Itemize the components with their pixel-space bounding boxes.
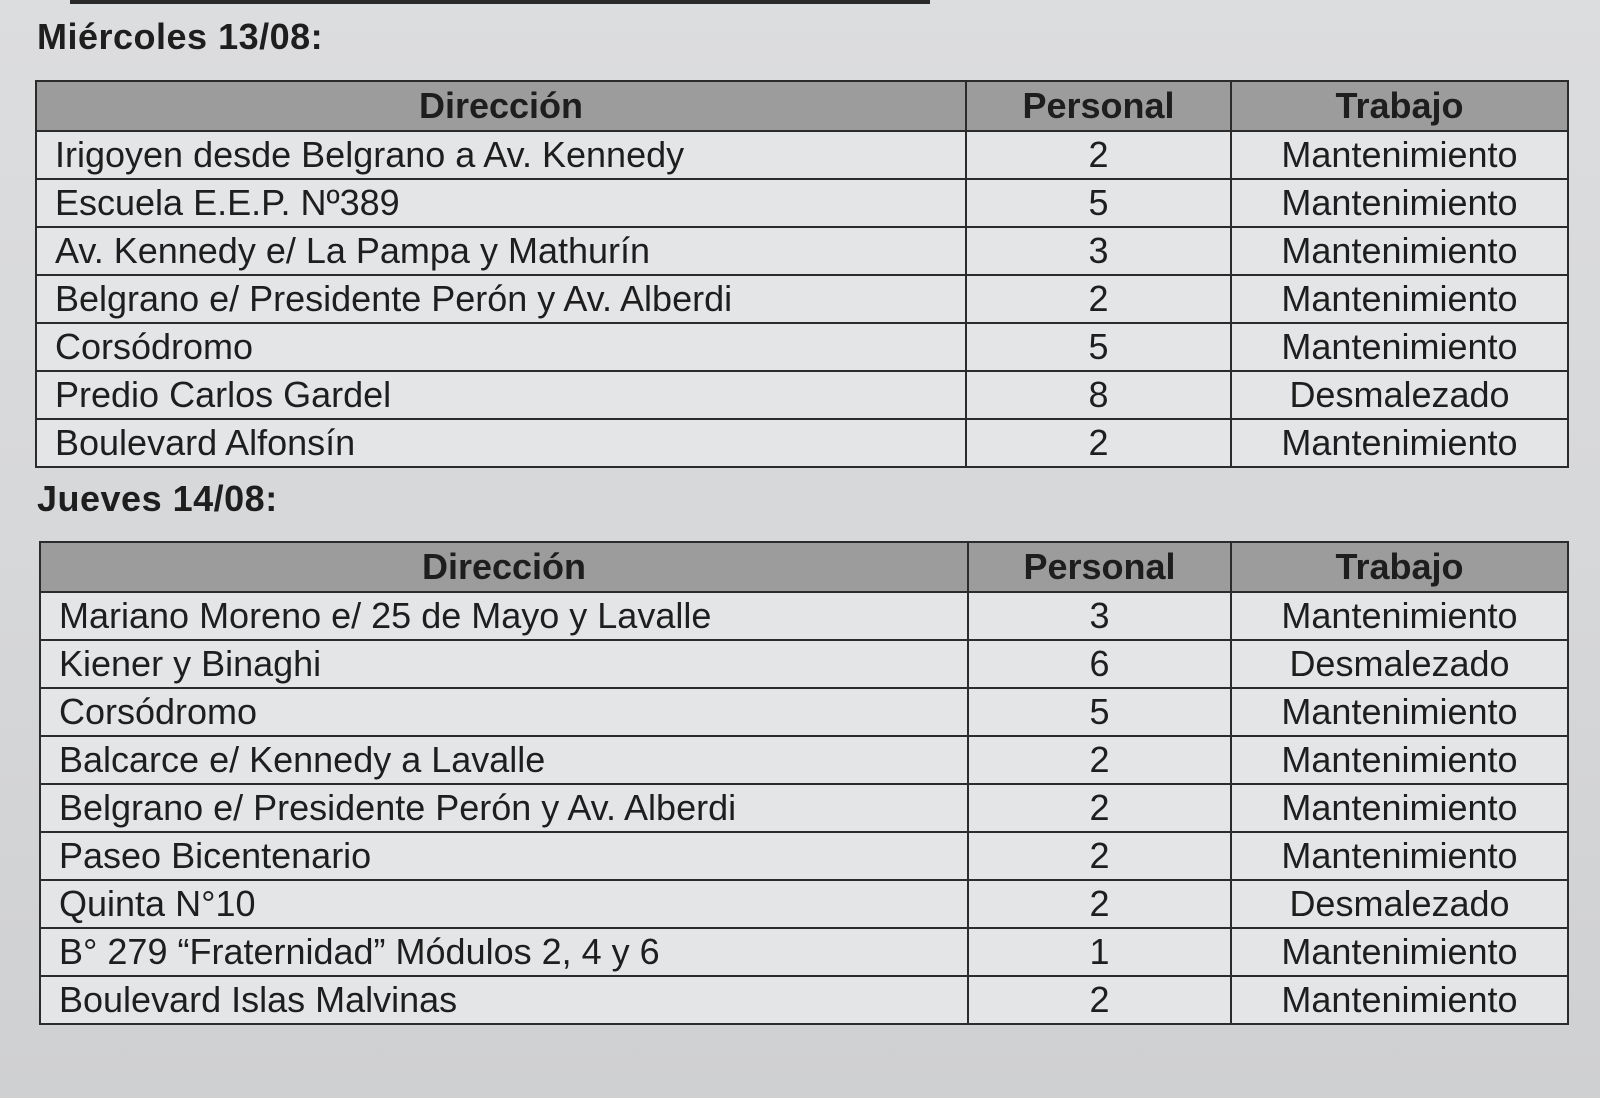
table-row: [40, 976, 1568, 1024]
cell-direccion: Mariano Moreno e/ 25 de Mayo y Lavalle: [40, 592, 968, 640]
cell-direccion: Corsódromo: [40, 688, 968, 736]
cell-direccion: Av. Kennedy e/ La Pampa y Mathurín: [36, 227, 966, 275]
cell-trabajo: Desmalezado: [1231, 371, 1568, 419]
cell-direccion: Quinta N°10: [40, 880, 968, 928]
table-row: [40, 640, 1568, 688]
table-row: [40, 832, 1568, 880]
cell-personal: 5: [966, 323, 1231, 371]
table-row: [36, 275, 1568, 323]
cell-trabajo: Mantenimiento: [1231, 592, 1568, 640]
cell-direccion: Kiener y Binaghi: [40, 640, 968, 688]
cell-trabajo: Mantenimiento: [1231, 419, 1568, 467]
table-row: [36, 323, 1568, 371]
cell-direccion: Belgrano e/ Presidente Perón y Av. Alberdi: [40, 784, 968, 832]
column-header-trabajo: Trabajo: [1231, 81, 1568, 131]
cell-trabajo: Mantenimiento: [1231, 323, 1568, 371]
schedule-table-thursday: [39, 541, 1569, 1025]
cell-direccion: Balcarce e/ Kennedy a Lavalle: [40, 736, 968, 784]
cell-trabajo: Desmalezado: [1231, 880, 1568, 928]
column-header-personal: Personal: [968, 542, 1231, 592]
day-heading-wednesday: Miércoles 13/08:: [37, 16, 324, 57]
cell-personal: 2: [968, 736, 1231, 784]
cell-personal: 2: [968, 880, 1231, 928]
cell-trabajo: Mantenimiento: [1231, 832, 1568, 880]
cell-trabajo: Mantenimiento: [1231, 179, 1568, 227]
cell-direccion: Corsódromo: [36, 323, 966, 371]
column-header-trabajo: Trabajo: [1231, 542, 1568, 592]
schedule-table-wednesday: [35, 80, 1569, 468]
cell-trabajo: Mantenimiento: [1231, 131, 1568, 179]
day-heading-thursday: Jueves 14/08:: [37, 478, 278, 519]
cell-personal: 3: [968, 592, 1231, 640]
table-row: [40, 880, 1568, 928]
table-row: [40, 736, 1568, 784]
table-header-row: [40, 542, 1568, 592]
table-row: [36, 371, 1568, 419]
cell-personal: 2: [968, 784, 1231, 832]
cell-personal: 3: [966, 227, 1231, 275]
cell-personal: 1: [968, 928, 1231, 976]
cell-personal: 6: [968, 640, 1231, 688]
cell-direccion: Boulevard Alfonsín: [36, 419, 966, 467]
cell-personal: 5: [966, 179, 1231, 227]
cell-personal: 8: [966, 371, 1231, 419]
cell-trabajo: Mantenimiento: [1231, 784, 1568, 832]
table-row: [40, 784, 1568, 832]
column-header-direccion: Dirección: [36, 81, 966, 131]
cell-direccion: Boulevard Islas Malvinas: [40, 976, 968, 1024]
cell-trabajo: Mantenimiento: [1231, 736, 1568, 784]
cell-trabajo: Mantenimiento: [1231, 275, 1568, 323]
cell-direccion: Belgrano e/ Presidente Perón y Av. Alberdi: [36, 275, 966, 323]
cell-personal: 2: [966, 131, 1231, 179]
cell-trabajo: Mantenimiento: [1231, 928, 1568, 976]
cell-trabajo: Mantenimiento: [1231, 227, 1568, 275]
table-row: [36, 227, 1568, 275]
table-header-row: [36, 81, 1568, 131]
cell-trabajo: Mantenimiento: [1231, 688, 1568, 736]
table-row: [36, 131, 1568, 179]
table-row: [40, 928, 1568, 976]
table-row: [36, 419, 1568, 467]
cell-personal: 5: [968, 688, 1231, 736]
cell-personal: 2: [968, 976, 1231, 1024]
cell-personal: 2: [966, 275, 1231, 323]
cell-direccion: B° 279 “Fraternidad” Módulos 2, 4 y 6: [40, 928, 968, 976]
cell-personal: 2: [966, 419, 1231, 467]
cell-direccion: Irigoyen desde Belgrano a Av. Kennedy: [36, 131, 966, 179]
cell-trabajo: Desmalezado: [1231, 640, 1568, 688]
column-header-direccion: Dirección: [40, 542, 968, 592]
cell-personal: 2: [968, 832, 1231, 880]
top-rule-divider: [70, 0, 930, 4]
cell-direccion: Paseo Bicentenario: [40, 832, 968, 880]
cell-direccion: Escuela E.E.P. Nº389: [36, 179, 966, 227]
cell-direccion: Predio Carlos Gardel: [36, 371, 966, 419]
table-row: [40, 688, 1568, 736]
cell-trabajo: Mantenimiento: [1231, 976, 1568, 1024]
table-row: [36, 179, 1568, 227]
table-row: [40, 592, 1568, 640]
column-header-personal: Personal: [966, 81, 1231, 131]
